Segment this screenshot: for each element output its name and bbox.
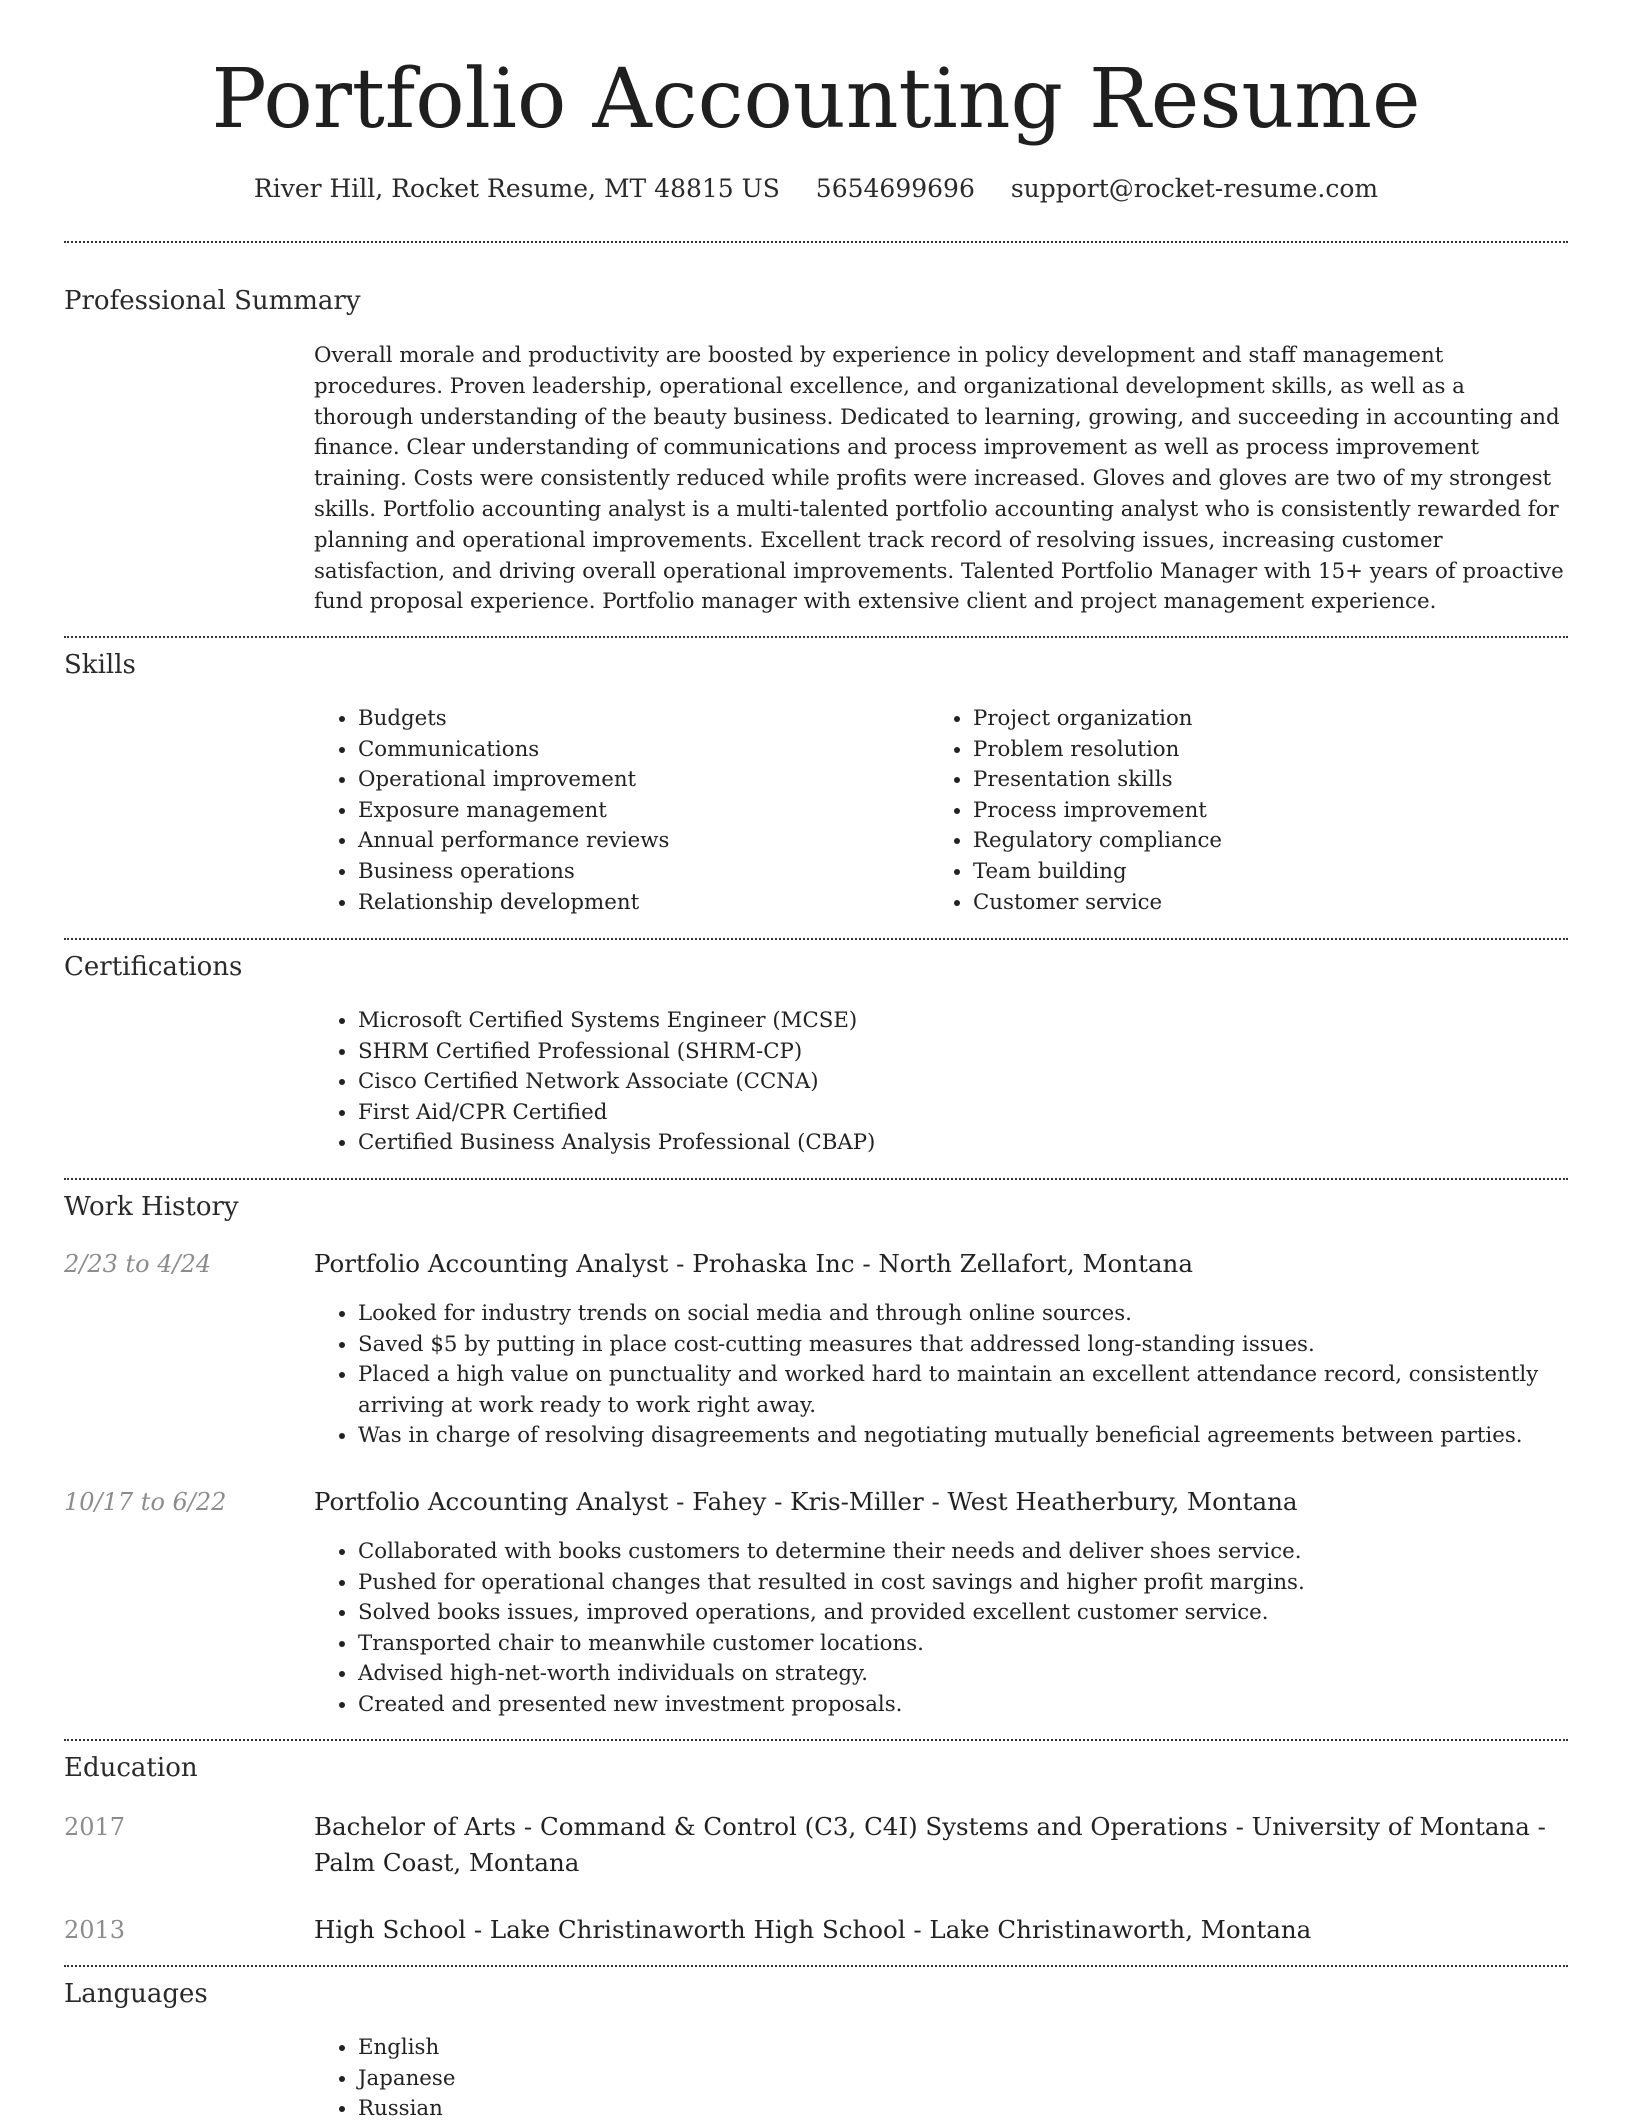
summary-heading: Professional Summary	[64, 286, 361, 316]
job-bullet: • Was in charge of resolving disagreements and negotiating mutually beneficial agreements between parties.	[358, 1421, 1568, 1452]
languages-list	[314, 2033, 958, 2125]
skill-item: • Presentation skills	[973, 765, 1573, 796]
section-divider	[64, 241, 1568, 243]
job-dates: 2/23 to 4/24	[64, 1250, 212, 1278]
skill-item: • Customer service	[973, 888, 1573, 919]
section-divider	[64, 1178, 1568, 1180]
skill-item: • Regulatory compliance	[973, 826, 1573, 857]
skill-item: • Budgets	[358, 704, 918, 735]
education-heading-line: Bachelor of Arts - Command & Control (C3, C4I) Systems and Operations - University of Montana - Palm Coast, Montana	[314, 1812, 1546, 1877]
job-dates: 10/17 to 6/22	[64, 1488, 227, 1516]
job-bullet: • Collaborated with books customers to determine their needs and deliver shoes service.	[358, 1537, 1568, 1568]
skills-list-right	[929, 704, 1573, 918]
language-item: • Russian	[358, 2094, 958, 2125]
skill-item: • Communications	[358, 735, 918, 766]
language-item: • Japanese	[358, 2064, 958, 2095]
skill-item: • Relationship development	[358, 888, 918, 919]
section-divider	[64, 636, 1568, 638]
resume-title: Portfolio Accounting Resume	[211, 52, 1421, 147]
contact-phone: 5654699696	[815, 174, 975, 203]
job-bullet: • Pushed for operational changes that resulted in cost savings and higher profit margins.	[358, 1568, 1568, 1599]
job-heading: Portfolio Accounting Analyst - Prohaska Inc - North Zellafort, Montana	[314, 1249, 1193, 1278]
certification-item: • Microsoft Certified Systems Engineer (MCSE)	[358, 1006, 1558, 1037]
job-bullet: • Created and presented new investment proposals.	[358, 1690, 1568, 1721]
skill-item: • Business operations	[358, 857, 918, 888]
education-year: 2013	[64, 1916, 126, 1944]
job-bullets	[314, 1299, 1568, 1452]
skill-item: • Team building	[973, 857, 1573, 888]
section-divider	[64, 938, 1568, 940]
skill-item: • Exposure management	[358, 796, 918, 827]
job-bullet: • Placed a high value on punctuality and worked hard to maintain an excellent attendance record, consistently arriving at work ready to work right away.	[358, 1360, 1568, 1421]
certifications-list	[314, 1006, 1558, 1159]
job-bullets	[314, 1537, 1568, 1721]
certification-item: • First Aid/CPR Certified	[358, 1098, 1558, 1129]
education-year: 2017	[64, 1813, 126, 1841]
job-bullet: • Solved books issues, improved operations, and provided excellent customer service.	[358, 1598, 1568, 1629]
certification-item: • SHRM Certified Professional (SHRM-CP)	[358, 1037, 1558, 1068]
contact-email: support@rocket-resume.com	[1010, 174, 1379, 203]
education-heading: Education	[64, 1753, 198, 1783]
section-divider	[64, 1739, 1568, 1741]
skill-item: • Process improvement	[973, 796, 1573, 827]
section-divider	[64, 1965, 1568, 1967]
job-bullet: • Saved $5 by putting in place cost-cutting measures that addressed long-standing issues.	[358, 1330, 1568, 1361]
certification-item: • Cisco Certified Network Associate (CCNA)	[358, 1067, 1558, 1098]
job-bullet: • Looked for industry trends on social media and through online sources.	[358, 1299, 1568, 1330]
contact-line	[0, 170, 1632, 208]
languages-heading: Languages	[64, 1979, 208, 2009]
skill-item: • Problem resolution	[973, 735, 1573, 766]
education-heading-line: High School - Lake Christinaworth High School - Lake Christinaworth, Montana	[314, 1915, 1312, 1944]
skills-heading: Skills	[64, 650, 136, 680]
certifications-heading: Certifications	[64, 952, 243, 982]
job-bullet: • Transported chair to meanwhile customer locations.	[358, 1629, 1568, 1660]
job-bullet: • Advised high-net-worth individuals on strategy.	[358, 1659, 1568, 1690]
skill-item: • Operational improvement	[358, 765, 918, 796]
skills-list-left	[314, 704, 918, 918]
work-history-heading: Work History	[64, 1192, 239, 1222]
summary-text: Overall morale and productivity are boosted by experience in policy development and staff management procedures. Proven leadership, operational excellence, and organizational development skills, as well as a thorough understanding of the beauty business. Dedicated to learning, growing, and succeeding in accounting and finance. Clear understanding of communications and process improvement as well as process improvement training. Costs were consistently reduced while profits were increased. Gloves and gloves are two of my strongest skills. Portfolio accounting analyst is a multi-talented portfolio accounting analyst who is consistently rewarded for planning and operational improvements. Excellent track record of resolving issues, increasing customer satisfaction, and driving overall operational improvements. Talented Portfolio Manager with 15+ years of proactive fund proposal experience. Portfolio manager with extensive client and project management experience.	[314, 343, 1564, 615]
contact-address: River Hill, Rocket Resume, MT 48815 US	[253, 174, 780, 203]
skill-item: • Project organization	[973, 704, 1573, 735]
language-item: • English	[358, 2033, 958, 2064]
job-heading: Portfolio Accounting Analyst - Fahey - Kris-Miller - West Heatherbury, Montana	[314, 1487, 1298, 1516]
skill-item: • Annual performance reviews	[358, 826, 918, 857]
certification-item: • Certified Business Analysis Professional (CBAP)	[358, 1128, 1558, 1159]
